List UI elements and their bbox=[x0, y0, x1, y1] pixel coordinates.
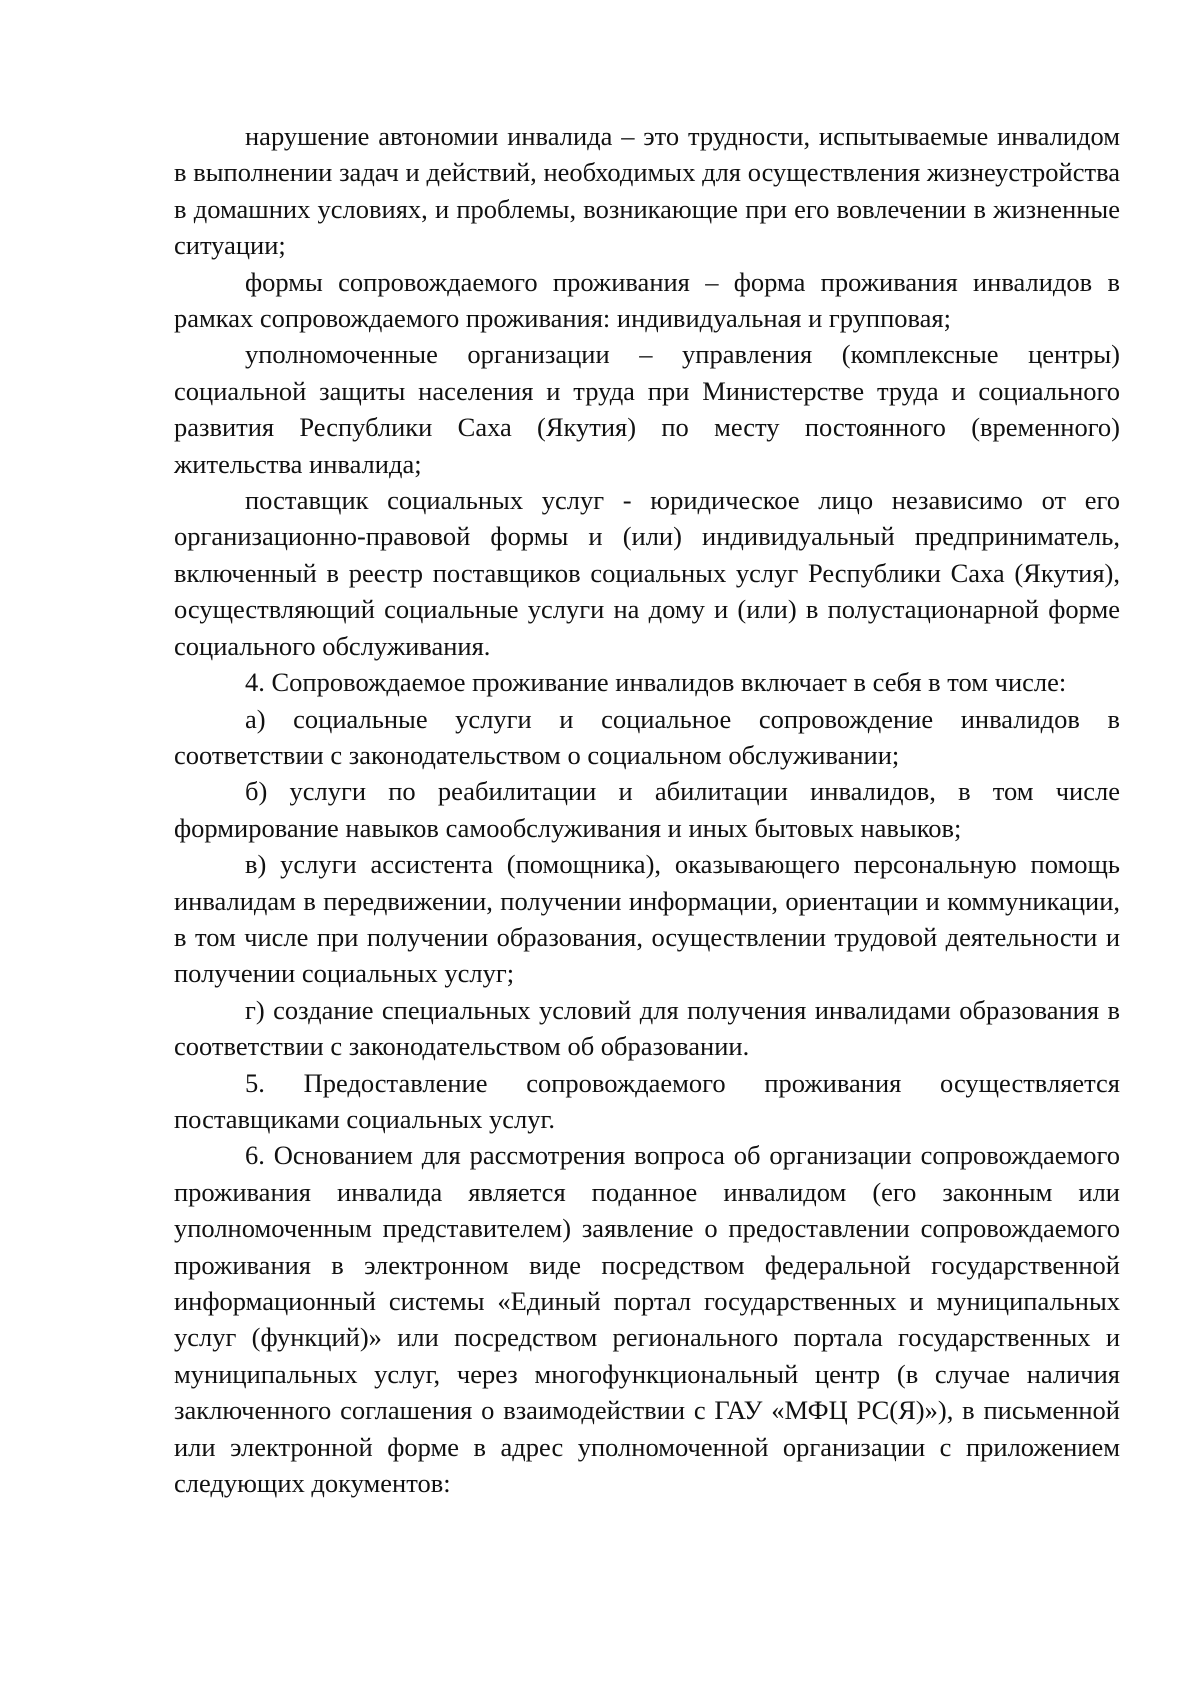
paragraph-item-4a: а) социальные услуги и социальное сопровождение инвалидов в соответствии с законодательством о социальном обслуживании; bbox=[174, 703, 1120, 770]
paragraph-definition-authorized-orgs: уполномоченные организации – управления (комплексные центры) социальной защиты населения и труда при Министерстве труда и социального развития Республики Саха (Якутия) по месту постоянного (временного) жительства инвалида; bbox=[174, 339, 1120, 479]
paragraph-definition-autonomy: нарушение автономии инвалида – это трудности, испытываемые инвалидом в выполнении задач и действий, необходимых для осуществления жизнеустройства в домашних условиях, и проблемы, возникающие при его вовлечении в жизненные ситуации; bbox=[174, 121, 1120, 261]
document-body bbox=[174, 118, 1120, 1501]
paragraph-item-4v: в) услуги ассистента (помощника), оказывающего персональную помощь инвалидам в передвижении, получении информации, ориентации и коммуникации, в том числе при получении образования, осуществлении трудовой деятельности и получении социальных услуг; bbox=[174, 849, 1120, 989]
paragraph-item-5: 5. Предоставление сопровождаемого проживания осуществляется поставщиками социальных услуг. bbox=[174, 1067, 1120, 1134]
paragraph-definition-forms: формы сопровождаемого проживания – форма проживания инвалидов в рамках сопровождаемого проживания: индивидуальная и групповая; bbox=[174, 266, 1120, 334]
paragraph-definition-provider: поставщик социальных услуг - юридическое лицо независимо от его организационно-правовой формы и (или) индивидуальный предприниматель, включенный в реестр поставщиков социальных услуг Республики Саха (Якутия), осуществляющий социальные услуги на дому и (или) в полустационарной форме социального обслуживания. bbox=[174, 485, 1120, 661]
paragraph-item-4b: б) услуги по реабилитации и абилитации инвалидов, в том числе формирование навыков самообслуживания и иных бытовых навыков; bbox=[174, 776, 1120, 843]
paragraph-item-6: 6. Основанием для рассмотрения вопроса об организации сопровождаемого проживания инвалида является поданное инвалидом (его законным или уполномоченным представителем) заявление о предоставлении сопровождаемого проживания в электронном виде посредством федеральной государственной информационный системы «Единый портал государственных и муниципальных услуг (функций)» или посредством регионального портала государственных и муниципальных услуг, через многофункциональный центр (в случае наличия заключенного соглашения о взаимодействии с ГАУ «МФЦ РС(Я)»), в письменной или электронной форме в адрес уполномоченной организации с приложением следующих документов: bbox=[174, 1140, 1120, 1499]
paragraph-item-4g: г) создание специальных условий для получения инвалидами образования в соответствии с законодательством об образовании. bbox=[174, 994, 1120, 1062]
paragraph-item-4: 4. Сопровождаемое проживание инвалидов включает в себя в том числе: bbox=[245, 667, 1067, 698]
